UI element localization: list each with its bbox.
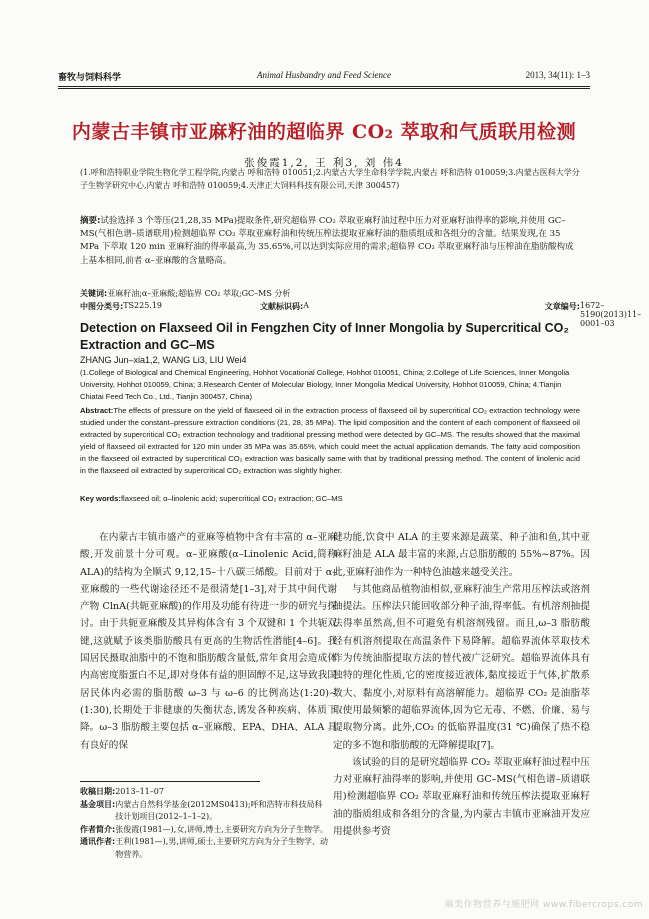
paper-title-en: Detection on Flaxseed Oil in Fengzhen City of Inner Mongolia by Supercritical CO₂ Extraction and GC–MS — [80, 321, 569, 352]
journal-name-cn: 畜牧与饲料科学 — [58, 73, 122, 83]
keywords-en — [80, 494, 580, 503]
abstract-cn-text: 试验选择 3 个等压(21,28,35 MPa)提取条件,研究超临界 CO₂ 萃取亚麻籽油过程中压力对亚麻籽油得率的影响,并使用 GC–MS(气相色谱–质谱联用)检测超临界 CO₂ 萃取亚麻籽油和传统压榨法提取亚麻籽油的脂质组成和各组分的含量。结果发现,在 35 MPa 下萃取 120 min 亚麻籽油的得率最高,为 35.65%,可以达到实际应用的需求;超临界 CO₂ 萃取亚麻籽油与压榨油在脂肪酸构成上基本相同,前者 α–亚麻酸的含量略高。 — [80, 216, 574, 266]
footnote-received: 收稿日期: 2013–11–07 — [80, 787, 164, 796]
journal-name-en: Animal Husbandry and Feed Science — [257, 70, 391, 80]
header-rule-top — [58, 86, 590, 87]
abstract-en-text: The effects of pressure on the yield of flaxseed oil in the extraction process of flaxseed oil by supercritical CO₂ extraction technology were studied under the constant–pressure extraction conditions (21, 28, 35 MPa). The lipid composition and the content of each component of flaxseed oil extracted by supercritical CO₂ extraction technology and traditional pressing method were detected by GC–MS. The results showed that the maximal yield of flaxseed oil extracted for 120 min under 35 MPa was 35.65%, which could meet the actual application demands. The fatty acid composition in the flaxseed oil extracted by supercritical CO₂ extraction was basically same with that by traditional pressing method. The content of linolenic acid in the flaxseed oil extracted by supercritical CO₂ extraction was slightly higher. — [80, 406, 580, 476]
issue-info: 2013, 34(11): 1–3 — [525, 70, 590, 80]
keywords-en-text: flaxseed oil; α–linolenic acid; supercritical CO₂ extraction; GC–MS — [120, 494, 343, 503]
site-watermark: 麻类作物营养与施肥网 www.fibercrops.com — [444, 900, 643, 910]
abstract-cn-label: 摘要: — [80, 216, 101, 226]
body-paragraph: 该试验的目的是研究超临界 CO₂ 萃取亚麻籽油过程中压力对亚麻籽油得率的影响,并使用 GC–MS(气相色谱–质谱联用)检测超临界 CO₂ 萃取亚麻籽油和传统压榨法提取亚麻籽油的脂质组成和各组分的含量,为内蒙古丰镇市亚麻油开发应用提供参考资 — [333, 756, 590, 838]
body-paragraph: 在内蒙古丰镇市盛产的亚麻等植物中含有丰富的 α–亚麻酸,开发前景十分可观。α–亚麻酸(α–Linolenic Acid,简称 ALA)的结构为全顺式 9,12,15–十八碳三烯酸。目前对于 α–亚麻酸的一些代谢途径还不是很清楚[1–3],对于其中间代谢产物 ClnA(共轭亚麻酸)的作用及功能有待进一步的研究与探讨。由于共轭亚麻酸及其异构体含有 3 个双键和 1 个共轭双键,这就赋予该类脂肪酸具有更高的生物活性潜能[4–6]。我国居民摄取油脂中的不饱和脂肪酸含量低,常年食用会造成体内高密度脂蛋白不足,即对身体有益的胆固醇不足,这导致我国居民体内必需的脂肪酸 ω–3 与 ω–6 的比例高达(1:20)~(1:30),长期处于非健康的失衡状态,诱发各种疾病、体质下降。ω–3 脂肪酸主要包括 α–亚麻酸、EPA、DHA、ALA 具有良好的保 — [80, 532, 337, 751]
clc-number: 中图分类号: TS225.19 — [80, 301, 163, 311]
body-paragraph: 健功能,饮食中 ALA 的主要来源是蔬菜、种子油和鱼,其中亚麻籽油是 ALA 最丰富的来源,占总脂肪酸的 55%~87%。因此,亚麻籽油作为一种特色油越来越受关注。 — [333, 532, 590, 578]
paper-title-cn: 内蒙古丰镇市亚麻籽油的超临界 CO₂ 萃取和气质联用检测 — [71, 121, 577, 143]
document-code: 文献标识码: A — [260, 301, 309, 311]
footnotes — [80, 786, 330, 861]
article-number: 文章编号: 1672–5190(2013)11–0001–03 — [544, 301, 642, 328]
body-column-left — [80, 529, 337, 754]
body-column-right — [333, 529, 590, 840]
abstract-en — [80, 405, 580, 478]
keywords-cn — [80, 288, 580, 299]
authors-en: ZHANG Jun–xia1,2, WANG Li3, LIU Wei4 — [80, 355, 247, 365]
classification-line — [80, 301, 642, 328]
authors-cn: 张俊霞1,2, 王 利3, 刘 伟4 — [244, 157, 404, 169]
keywords-cn-label: 关键词: — [80, 289, 108, 298]
keywords-en-label: Key words: — [80, 494, 121, 503]
header-rule-bottom — [58, 88, 590, 89]
footnote-author-bio: 作者简介: 张俊霞(1981—),女,讲师,博士,主要研究方向为分子生物学。 — [80, 824, 328, 834]
footnote-corresponding: 通讯作者: 王利(1981—),男,讲师,硕士,主要研究方向为分子生物学、动物营养。 — [80, 837, 328, 859]
abstract-en-label: Abstract: — [80, 406, 114, 415]
footnote-rule — [80, 781, 260, 782]
running-header — [58, 70, 590, 84]
keywords-cn-text: 亚麻籽油;α–亚麻酸;超临界 CO₂ 萃取;GC–MS 分析 — [107, 289, 291, 298]
abstract-cn — [80, 215, 580, 268]
footnote-funding: 基金项目: 内蒙古自然科学基金(2012MS0413);呼和浩特市科技局科技计划项目(2012–1–1–2)。 — [80, 799, 323, 821]
affiliations-cn: (1.呼和浩特职业学院生物化学工程学院,内蒙古 呼和浩特 010051;2.内蒙古大学生命科学学院,内蒙古 呼和浩特 010059;3.内蒙古医科大学分子生物学研究中心,内蒙古 呼和浩特 010059;4.天津正大饲料科技有限公司,天津 300457) — [80, 168, 580, 190]
body-paragraph: 与其他商品植物油相似,亚麻籽油生产常用压榨法或溶剂抽提法。压榨法只能回收部分种子油,得率低。有机溶剂抽提法得率虽然高,但不可避免有机溶剂残留。而且,ω–3 脂肪酸经有机溶剂提取在高温条件下易降解。超临界流体萃取技术作为传统油脂提取方法的替代被广泛研究。超临界流体具有独特的理化性质,它的密度接近液体,黏度接近于气体,扩散系数大、黏度小,对原料有高溶解能力。超临界 CO₂ 是油脂萃取使用最频繁的超临界流体,因为它无毒、不燃、价廉、易与提取物分离。此外,CO₂ 的低临界温度(31 ℃)确保了热不稳定的多不饱和脂肪酸的无降解提取[7]。 — [333, 583, 590, 751]
affiliations-en: (1.College of Biological and Chemical Engineering, Hohhot Vocational College, Hohhot 010051, China; 2.College of Life Sciences, Inner Mongolia University, Hohhot 010059, China; 3.Research Center of Molecular Biology, Inner Mongolia Medical University, Hohhot 010059, China; 4.Tianjin Chiatai Feed Tech Co., Ltd., Tianjin 300457, China) — [80, 368, 570, 401]
